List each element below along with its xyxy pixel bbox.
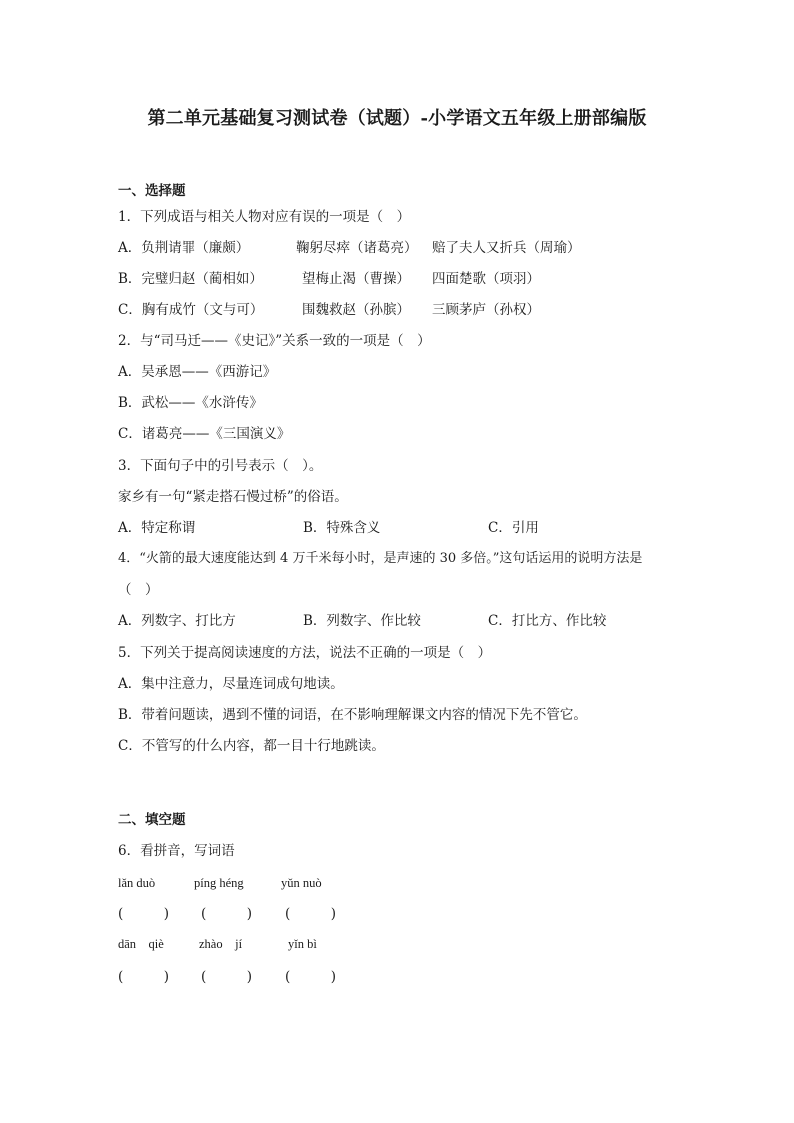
question-3-stem: 3．下面句子中的引号表示（ ）。 [118, 458, 323, 474]
q1-option-b-3: 四面楚歌（项羽） [432, 271, 540, 287]
q4-option-b: B．列数字、作比较 [303, 613, 421, 629]
pinyin-2: píng héng [194, 876, 244, 890]
q1-option-c-2: 围魏救赵（孙膑） [302, 302, 410, 318]
pinyin-6: yǐn bì [288, 937, 317, 951]
section-heading-choice: 一、选择题 [118, 183, 186, 199]
q1-option-a-3: 赔了夫人又折兵（周瑜） [432, 240, 581, 256]
q1-option-c-3: 三顾茅庐（孙权） [432, 302, 540, 318]
q3-option-a: A．特定称谓 [118, 520, 196, 536]
pinyin-3: yǔn nuò [281, 876, 322, 890]
q3-option-b: B．特殊含义 [303, 520, 381, 536]
question-6-stem: 6．看拼音，写词语 [118, 843, 235, 859]
q1-option-a-2: 鞠躬尽瘁（诸葛亮） [296, 240, 418, 256]
q5-option-a: A．集中注意力，尽量连词成句地读。 [118, 676, 344, 692]
q3-sentence: 家乡有一句“紧走搭石慢过桥”的俗语。 [118, 489, 348, 505]
q1-option-c-1: C．胸有成竹（文与可） [118, 302, 264, 318]
q5-option-b: B．带着问题读，遇到不懂的词语，在不影响理解课文内容的情况下先不管它。 [118, 707, 587, 723]
question-1-stem: 1．下列成语与相关人物对应有误的一项是（ ） [118, 209, 411, 225]
answer-blank-5[interactable]: ( ) [201, 969, 253, 985]
section-heading-fill: 二、填空题 [118, 812, 186, 828]
pinyin-4: dān qiè [118, 937, 164, 951]
answer-blank-4[interactable]: ( ) [118, 969, 170, 985]
answer-blank-1[interactable]: ( ) [118, 906, 170, 922]
q4-answer-blank: （ ） [118, 582, 159, 598]
q4-option-a: A．列数字、打比方 [118, 613, 236, 629]
pinyin-1: lǎn duò [118, 876, 156, 890]
answer-blank-6[interactable]: ( ) [285, 969, 337, 985]
answer-blank-2[interactable]: ( ) [201, 906, 253, 922]
q4-option-c: C．打比方、作比较 [488, 613, 607, 629]
q1-option-b-1: B．完璧归赵（蔺相如） [118, 271, 263, 287]
q2-option-a: A．吴承恩——《西游记》 [118, 364, 277, 380]
question-4-stem: 4．“火箭的最大速度能达到 4 万千米每小时，是声速的 30 多倍。”这句话运用的说明方法是 [118, 551, 643, 566]
q2-option-c: C．诸葛亮——《三国演义》 [118, 426, 291, 442]
answer-blank-3[interactable]: ( ) [285, 906, 337, 922]
q1-option-a-1: A．负荆请罪（廉颇） [118, 240, 250, 256]
pinyin-5: zhào jí [199, 937, 243, 951]
q2-option-b: B．武松——《水浒传》 [118, 395, 263, 411]
question-2-stem: 2．与“司马迁——《史记》”关系一致的一项是（ ） [118, 333, 431, 349]
q5-option-c: C．不管写的什么内容，都一目十行地跳读。 [118, 738, 385, 754]
q3-option-c: C．引用 [488, 520, 539, 536]
page-title: 第二单元基础复习测试卷（试题）-小学语文五年级上册部编版 [147, 108, 647, 129]
q1-option-b-2: 望梅止渴（曹操） [302, 271, 410, 287]
question-5-stem: 5．下列关于提高阅读速度的方法，说法不正确的一项是（ ） [118, 645, 492, 661]
